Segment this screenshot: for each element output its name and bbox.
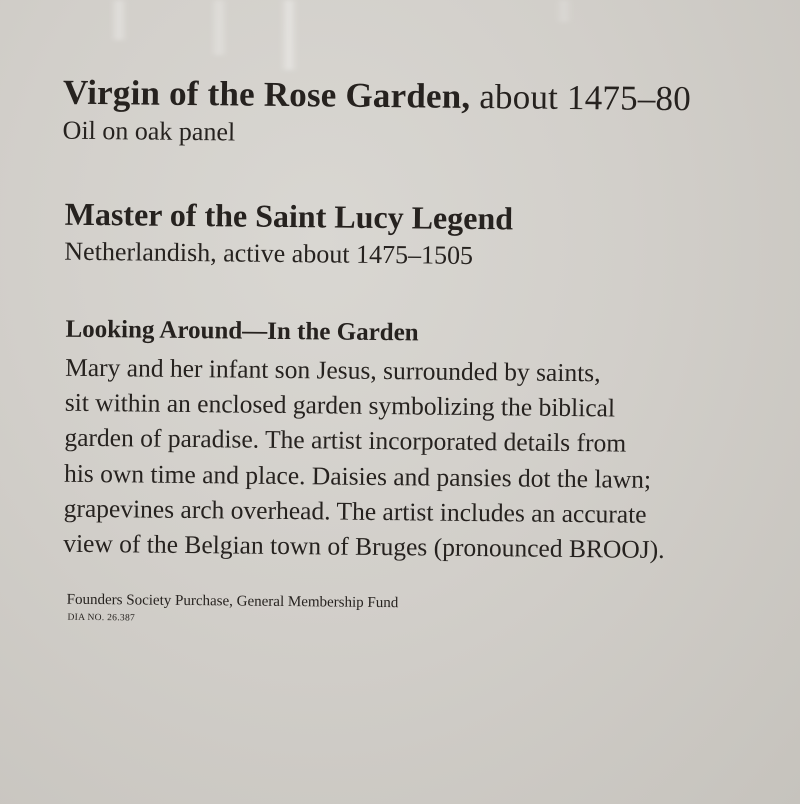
description-line: garden of paradise. The artist incorporated details from — [64, 423, 627, 458]
description-line: grapevines arch overhead. The artist includes an accurate — [63, 493, 647, 529]
description-line: his own time and place. Daisies and pansies dot the lawn; — [63, 458, 652, 494]
section-heading: Looking Around—In the Garden — [65, 315, 419, 347]
accession-number: DIA NO. 26.387 — [67, 612, 136, 624]
description-line: view of the Belgian town of Bruges (pronounced BROOJ). — [63, 528, 665, 565]
artwork-date: about 1475–80 — [479, 77, 692, 119]
description-text — [63, 350, 765, 569]
description-line: Mary and her infant son Jesus, surrounded by saints, — [65, 352, 601, 388]
artwork-title-text: Virgin of the Rose Garden, — [62, 72, 471, 116]
artist-nationality-dates: Netherlandish, active about 1475–1505 — [64, 236, 474, 270]
artwork-title — [63, 73, 691, 120]
credit-line: Founders Society Purchase, General Membership Fund — [66, 591, 399, 612]
description-line: sit within an enclosed garden symbolizing the biblical — [64, 387, 616, 423]
artwork-medium: Oil on oak panel — [62, 115, 236, 147]
artist-name: Master of the Saint Lucy Legend — [64, 195, 514, 237]
